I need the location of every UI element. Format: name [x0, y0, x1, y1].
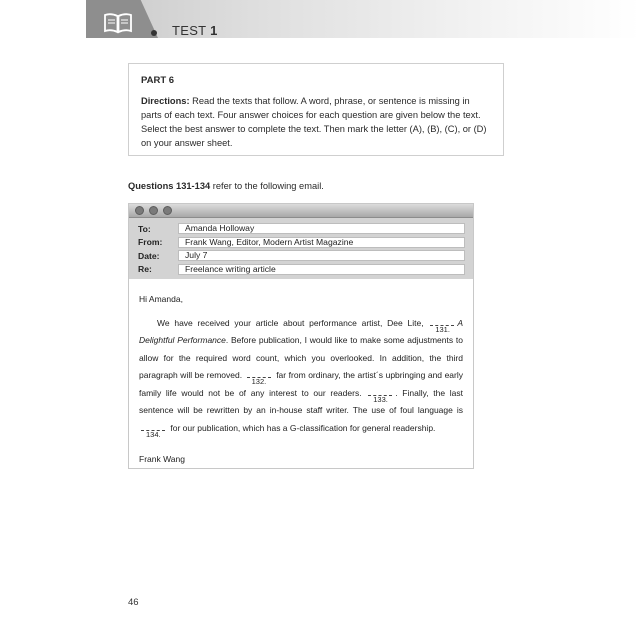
email-body — [129, 279, 473, 469]
email-paragraph — [139, 315, 463, 438]
email-from-label: From: — [138, 237, 163, 248]
email-date-row — [138, 249, 465, 263]
header-band — [86, 0, 640, 38]
blank-134 — [141, 421, 165, 439]
blank-132-number: 132. — [251, 377, 267, 386]
email-header — [129, 218, 473, 279]
header-dot — [151, 30, 157, 36]
test-number: 1 — [210, 23, 218, 38]
window-minimize-icon — [149, 206, 158, 215]
email-greeting: Hi Amanda, — [139, 294, 183, 304]
body-text-5: for our publication, which has a G-classification for general readership. — [168, 422, 436, 433]
directions-box — [128, 63, 504, 156]
email-from-row — [138, 236, 465, 250]
email-date-value: July 7 — [178, 250, 465, 261]
test-title — [172, 23, 218, 38]
blank-131 — [430, 316, 454, 334]
test-prefix: TEST — [172, 23, 207, 38]
email-to-row — [138, 222, 465, 236]
questions-reference — [128, 181, 324, 191]
email-date-label: Date: — [138, 250, 160, 261]
blank-132 — [247, 368, 271, 386]
questions-range: Questions 131-134 — [128, 181, 211, 191]
blank-133 — [368, 386, 392, 404]
window-titlebar — [129, 204, 473, 218]
blank-131-number: 131. — [435, 324, 450, 334]
window-zoom-icon — [163, 206, 172, 215]
email-signature: Frank Wang — [139, 454, 185, 464]
body-text-2: . Before publication, I would like to make some adjustments to allow for the required word count, which you overlooked. In addition, the third paragraph will be removed. — [139, 335, 463, 380]
blank-133-number: 133. — [373, 394, 388, 404]
book-icon — [103, 12, 133, 34]
page-number: 46 — [128, 597, 139, 608]
window-close-icon — [135, 206, 144, 215]
article-title: A Delightful Performance — [139, 317, 463, 345]
email-from-value: Frank Wang, Editor, Modern Artist Magazine — [178, 237, 465, 248]
directions-text — [141, 94, 491, 150]
questions-ref-text: refer to the following email. — [210, 181, 324, 191]
blank-134-number: 134. — [146, 429, 161, 439]
email-subject-label: Re: — [138, 264, 152, 275]
email-subject-row — [138, 263, 465, 277]
email-subject-value: Freelance writing article — [178, 264, 465, 275]
email-to-value: Amanda Holloway — [178, 223, 465, 234]
body-text-1: We have received your article about performance artist, Dee Lite, — [157, 317, 429, 328]
email-to-label: To: — [138, 223, 151, 234]
part-title: PART 6 — [141, 75, 175, 86]
email-window — [128, 203, 474, 469]
directions-label: Directions: — [141, 96, 190, 106]
body-text-3: far from ordinary, the artist´s upbringing and early family life would not be of any interest to our readers. — [139, 370, 464, 398]
body-text-4: . Finally, the last sentence will be rewritten by an in-house staff writer. The use of foul language is — [139, 387, 463, 415]
directions-body: Read the texts that follow. A word, phrase, or sentence is missing in parts of each text. Four answer choices for each question are given below the text. Select the best answer to complete the text. Then mark the letter (A), (B), (C), or (D) on your answer sheet. — [141, 96, 487, 148]
